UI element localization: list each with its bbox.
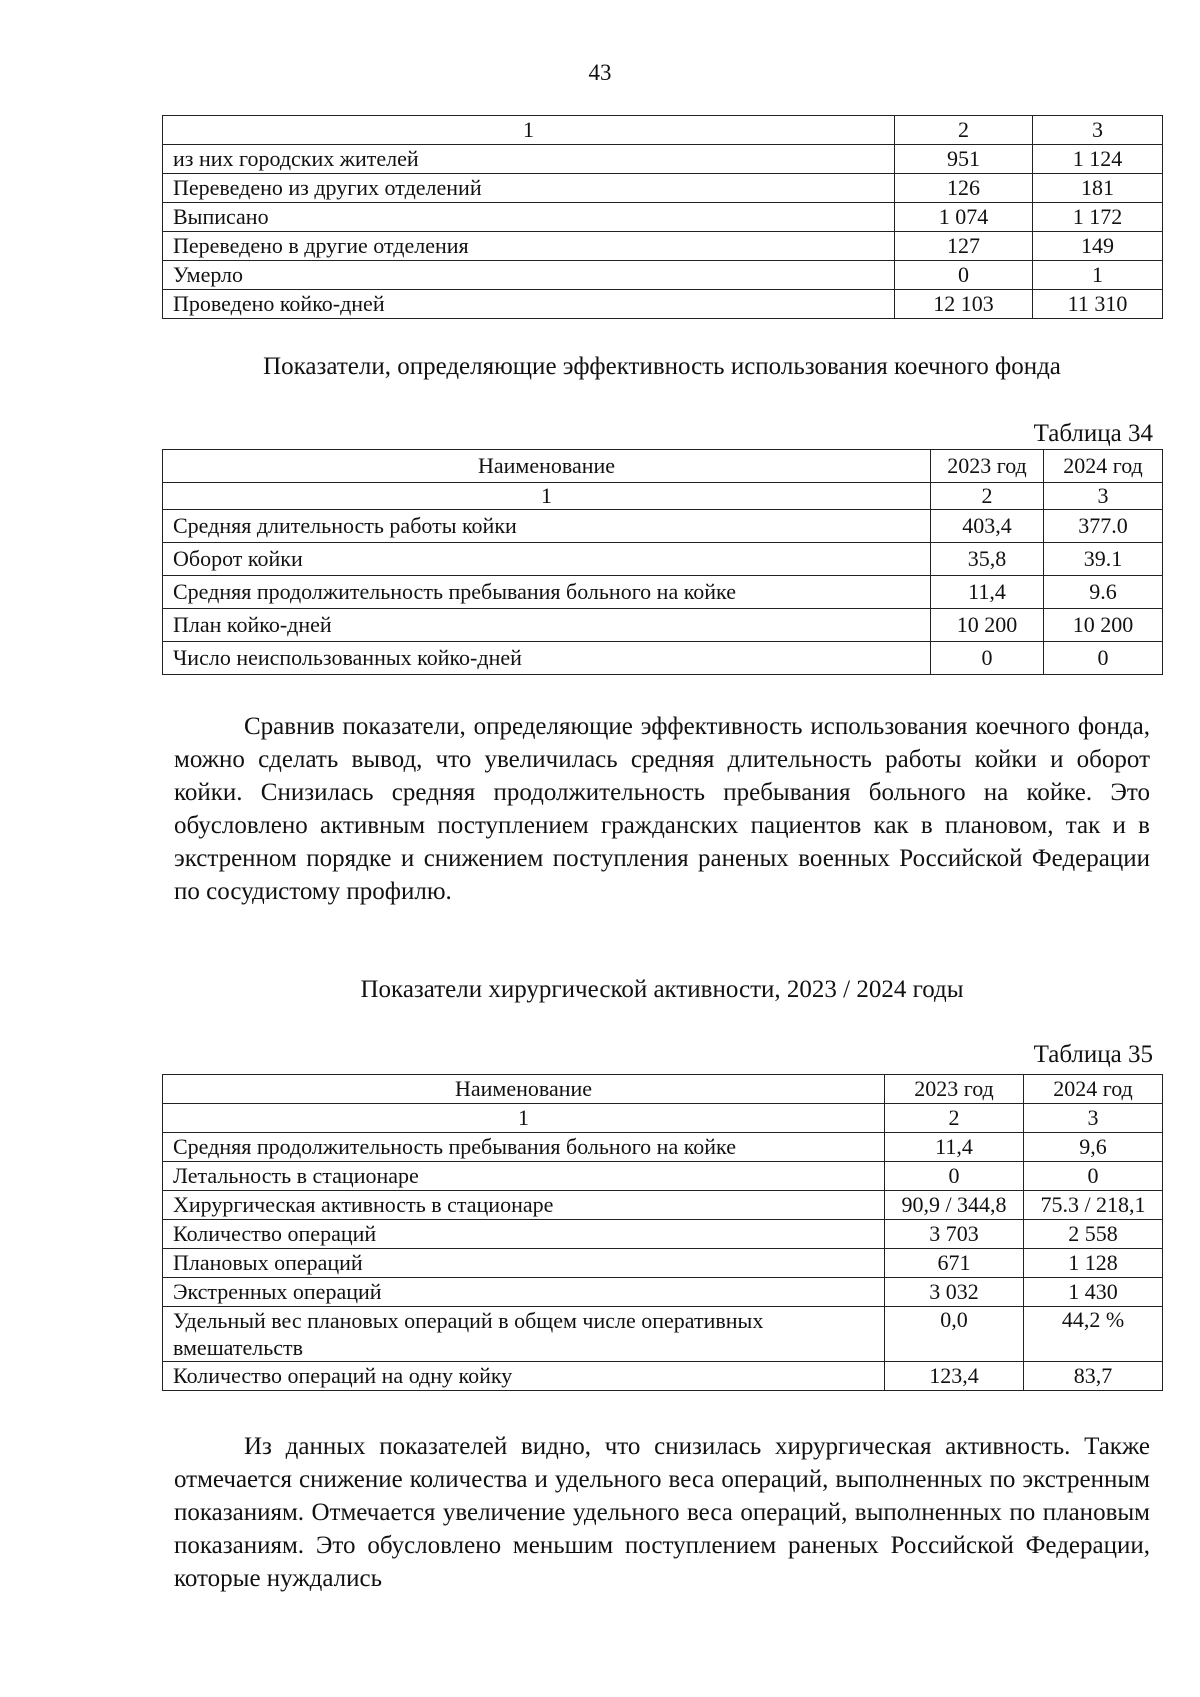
table-cell: Проведено койко-дней (163, 290, 895, 319)
table-cell: 12 103 (895, 290, 1033, 319)
table-cell: 0 (1044, 642, 1163, 675)
table-34-heading: Показатели, определяющие эффективность использования коечного фонда (263, 353, 1061, 380)
table-cell: из них городских жителей (163, 145, 895, 174)
table-cell: 181 (1033, 174, 1163, 203)
table-header-row (163, 1075, 1163, 1104)
table-cell: Удельный вес плановых операций в общем числе оперативных вмешательств (163, 1307, 885, 1362)
table-row (163, 1278, 1163, 1307)
table-cell: 1 (1033, 261, 1163, 290)
table-cell: Количество операций на одну койку (163, 1362, 885, 1391)
column-header: 2023 год (885, 1075, 1024, 1104)
table-cell: 1 172 (1033, 203, 1163, 232)
table-number-row (163, 116, 1163, 145)
column-header: Наименование (163, 450, 931, 483)
table-row (163, 1362, 1163, 1391)
table-cell: 10 200 (1044, 609, 1163, 642)
table-row (163, 1191, 1163, 1220)
table-row (163, 145, 1163, 174)
table-cell: 2 (895, 116, 1033, 145)
table-cell: 377.0 (1044, 510, 1163, 543)
table-cell: Выписано (163, 203, 895, 232)
table-cell: Плановых операций (163, 1249, 885, 1278)
table-cell: 127 (895, 232, 1033, 261)
table-cell: 3 (1044, 483, 1163, 510)
table-cell: Летальность в стационаре (163, 1162, 885, 1191)
conclusion-paragraph-2: Из данных показателей видно, что снизилась хирургическая активность. Также отмечается снижение количества и удельного веса операций, выполненных по экстренным показаниям. Отмечается увеличение удельного веса операций, выполненных по плановым показаниям. Это обусловлено меньшим поступлением раненых Российской Федерации, которые нуждались (174, 1433, 1150, 1592)
table-cell: Переведено в другие отделения (163, 232, 895, 261)
table-cell: 9.6 (1044, 576, 1163, 609)
table-cell: План койко-дней (163, 609, 931, 642)
table-cell: 0,0 (885, 1307, 1024, 1362)
table-row (163, 1249, 1163, 1278)
table-row (163, 642, 1163, 675)
table-cell: 2 (931, 483, 1044, 510)
table-row (163, 609, 1163, 642)
table-cell: Количество операций (163, 1220, 885, 1249)
page-number: 43 (588, 60, 612, 85)
table-35-label: Таблица 35 (1033, 1041, 1153, 1068)
table-row (163, 510, 1163, 543)
table-cell: Оборот койки (163, 543, 931, 576)
table-34 (162, 449, 1163, 675)
table-cell: 1 (163, 116, 895, 145)
table-row (163, 174, 1163, 203)
table-cell: 3 (1033, 116, 1163, 145)
table-cell: 1 124 (1033, 145, 1163, 174)
table-row (163, 543, 1163, 576)
table-cell: Умерло (163, 261, 895, 290)
table-cell: Экстренных операций (163, 1278, 885, 1307)
table-cell: 44,2 % (1024, 1307, 1163, 1362)
table-35-heading: Показатели хирургической активности, 2023 / 2024 годы (360, 976, 964, 1003)
table-cell: Число неиспользованных койко-дней (163, 642, 931, 675)
table-row (163, 290, 1163, 319)
table-cell: 11,4 (885, 1133, 1024, 1162)
table-number-row (163, 1104, 1163, 1133)
table-cell: 3 (1024, 1104, 1163, 1133)
table-cell: Средняя продолжительность пребывания больного на койке (163, 576, 931, 609)
table-cell: 403,4 (931, 510, 1044, 543)
table-34-label: Таблица 34 (1033, 420, 1153, 447)
table-header-row (163, 450, 1163, 483)
table-cell: Средняя длительность работы койки (163, 510, 931, 543)
table-cell: Средняя продолжительность пребывания больного на койке (163, 1133, 885, 1162)
table-row (163, 1162, 1163, 1191)
table-cell: 1 074 (895, 203, 1033, 232)
table-cell: 0 (931, 642, 1044, 675)
table-cell: Переведено из других отделений (163, 174, 895, 203)
table-cell: 35,8 (931, 543, 1044, 576)
table-row (163, 576, 1163, 609)
column-header: 2024 год (1044, 450, 1163, 483)
table-row (163, 1133, 1163, 1162)
table-row (163, 1220, 1163, 1249)
table-row (163, 232, 1163, 261)
table-row (163, 1307, 1163, 1362)
conclusion-paragraph-1: Сравнив показатели, определяющие эффективность использования коечного фонда, можно сделать вывод, что увеличилась средняя длительность работы койки и оборот койки. Снизилась средняя продолжительность пребывания больного на койке. Это обусловлено активным поступлением гражданских пациентов как в плановом, так и в экстренном порядке и снижением поступления раненых военных Российской Федерации по сосудистому профилю. (174, 713, 1150, 905)
column-header: 2024 год (1024, 1075, 1163, 1104)
table-cell: 90,9 / 344,8 (885, 1191, 1024, 1220)
continued-table (162, 115, 1163, 319)
table-cell: 39.1 (1044, 543, 1163, 576)
table-cell: 83,7 (1024, 1362, 1163, 1391)
table-cell: 3 032 (885, 1278, 1024, 1307)
table-cell: 1 (163, 483, 931, 510)
table-number-row (163, 483, 1163, 510)
column-header: Наименование (163, 1075, 885, 1104)
table-cell: 10 200 (931, 609, 1044, 642)
column-header: 2023 год (931, 450, 1044, 483)
table-cell: 0 (885, 1162, 1024, 1191)
table-35 (162, 1074, 1163, 1391)
table-cell: 123,4 (885, 1362, 1024, 1391)
table-cell: 951 (895, 145, 1033, 174)
table-cell: 1 (163, 1104, 885, 1133)
table-cell: 3 703 (885, 1220, 1024, 1249)
table-cell: 2 558 (1024, 1220, 1163, 1249)
table-cell: 9,6 (1024, 1133, 1163, 1162)
table-row (163, 203, 1163, 232)
table-row (163, 261, 1163, 290)
table-cell: 1 128 (1024, 1249, 1163, 1278)
table-cell: 1 430 (1024, 1278, 1163, 1307)
table-cell: 126 (895, 174, 1033, 203)
table-cell: 11,4 (931, 576, 1044, 609)
table-cell: Хирургическая активность в стационаре (163, 1191, 885, 1220)
table-cell: 2 (885, 1104, 1024, 1133)
table-cell: 0 (1024, 1162, 1163, 1191)
table-cell: 11 310 (1033, 290, 1163, 319)
table-cell: 671 (885, 1249, 1024, 1278)
table-cell: 0 (895, 261, 1033, 290)
table-cell: 149 (1033, 232, 1163, 261)
table-cell: 75.3 / 218,1 (1024, 1191, 1163, 1220)
